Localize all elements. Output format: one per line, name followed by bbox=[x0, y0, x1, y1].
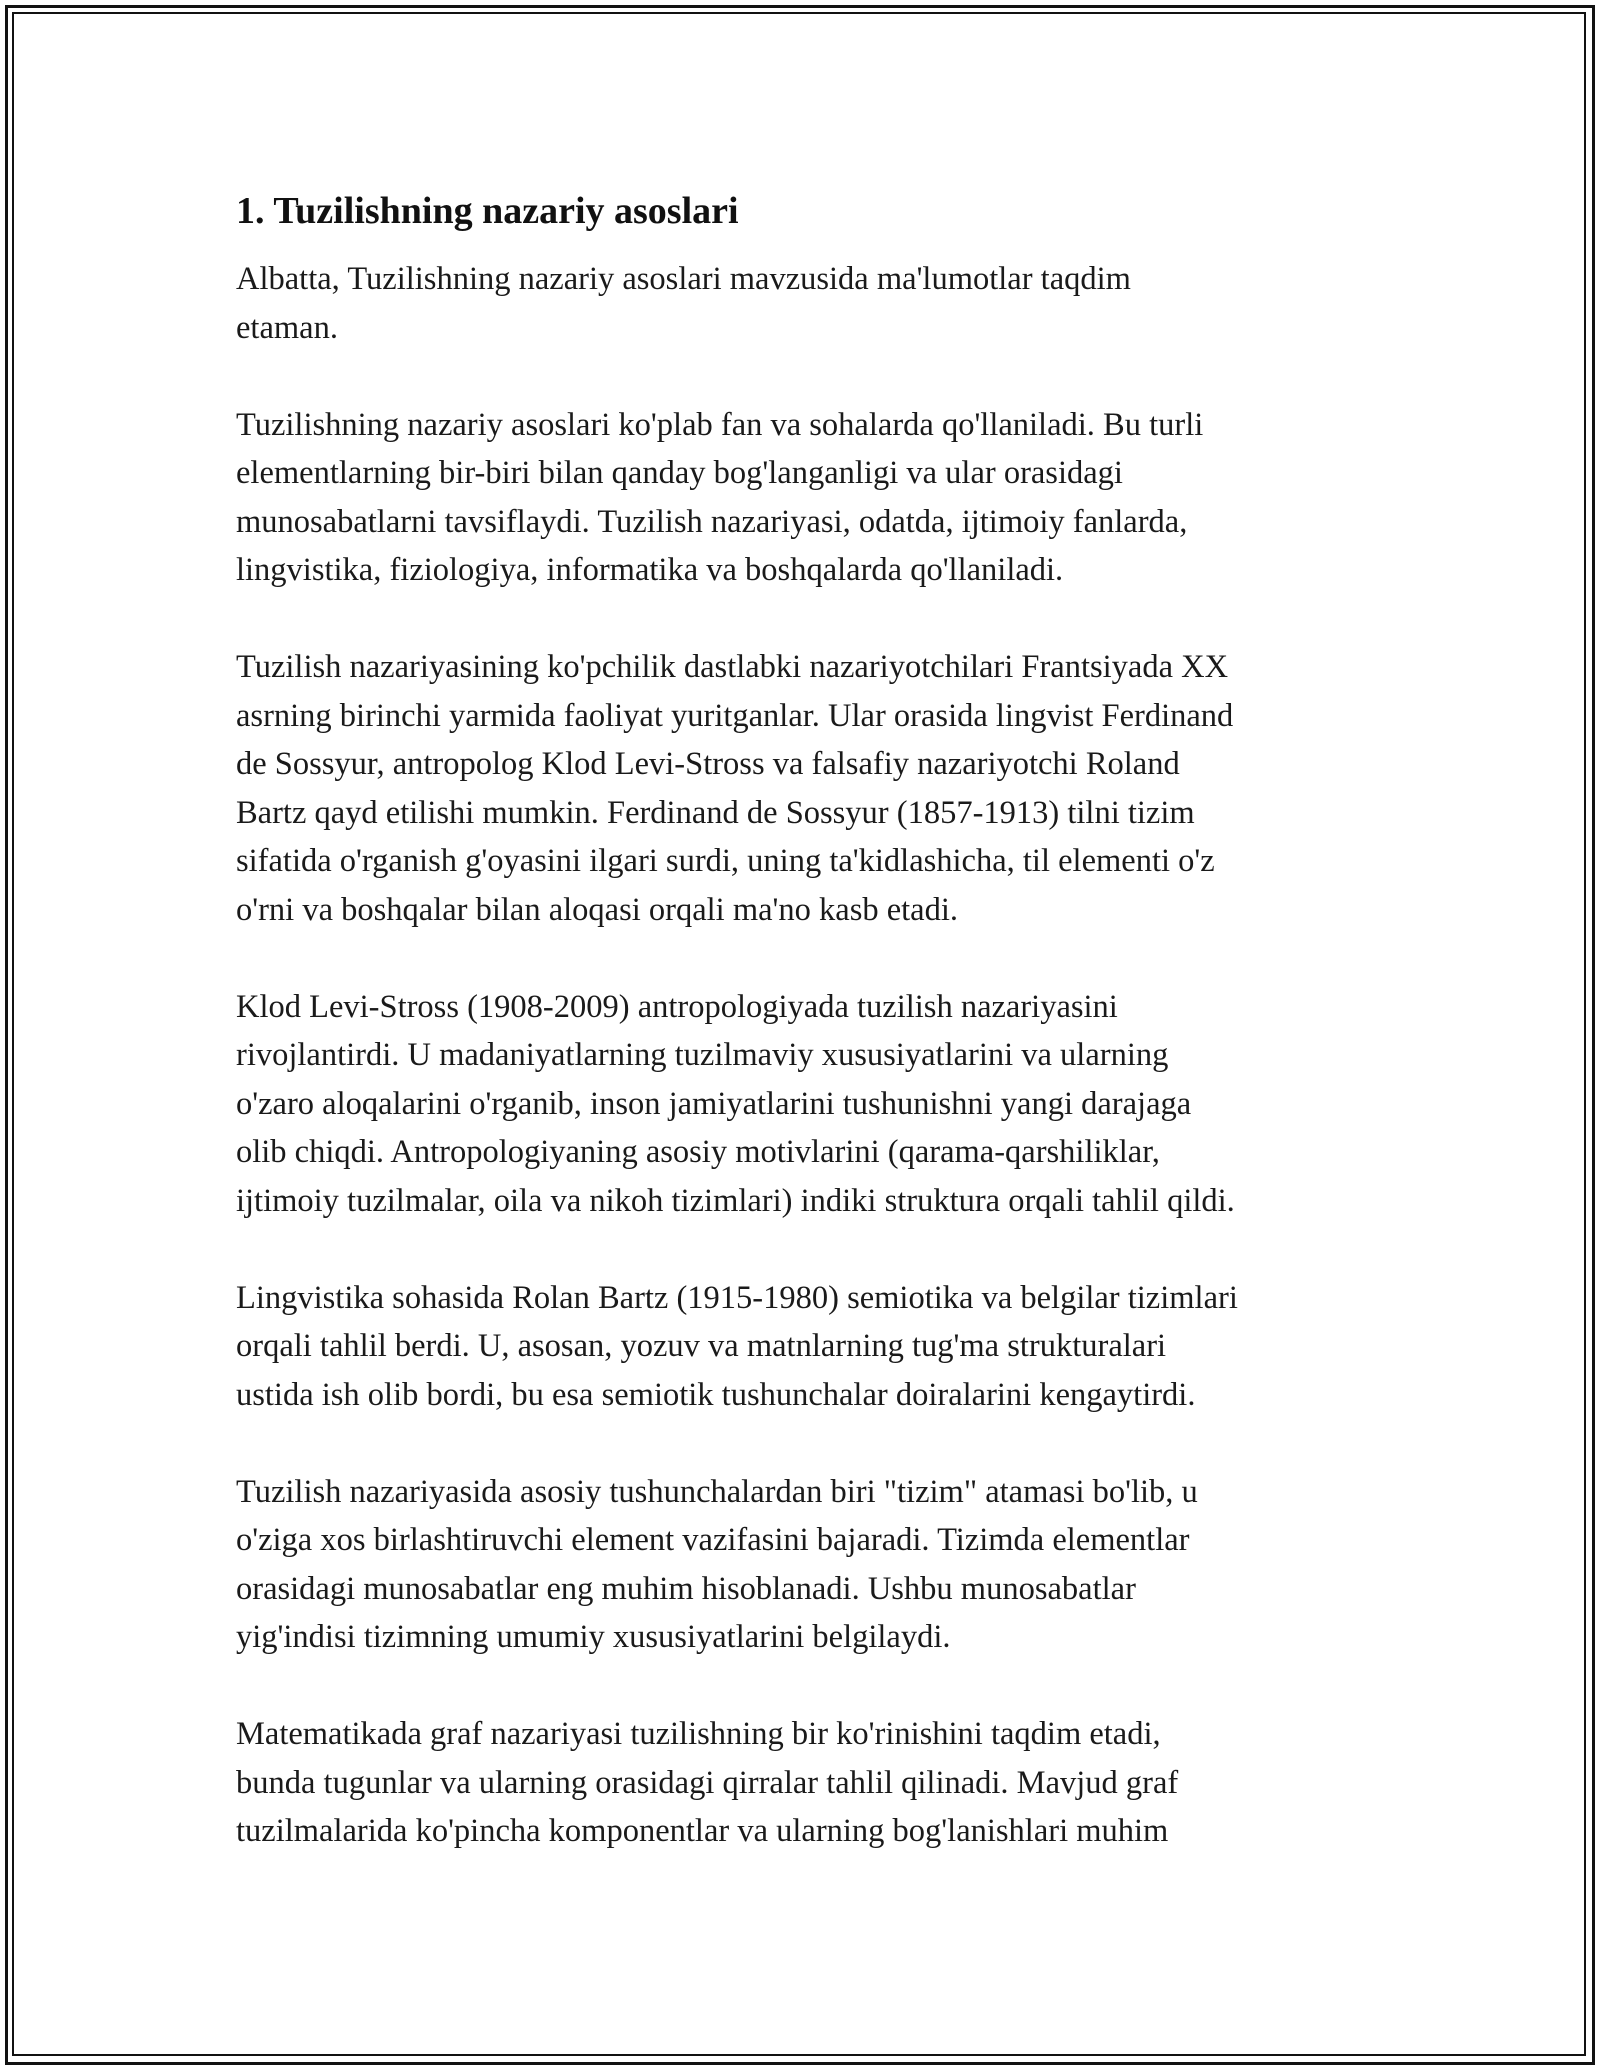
text-line: lingvistika, fiziologiya, informatika va boshqalarda qo'llaniladi. bbox=[236, 552, 1064, 588]
paragraph-intro bbox=[236, 255, 1376, 352]
text-line: Klod Levi-Stross (1908-2009) antropologiyada tuzilish nazariyasini bbox=[236, 988, 1118, 1025]
paragraph-overview bbox=[236, 401, 1376, 595]
text-line: o'zaro aloqalarini o'rganib, inson jamiyatlarini tushunishni yangi darajaga bbox=[236, 1085, 1192, 1122]
text-line: ustida ish olib bordi, bu esa semiotik tushunchalar doiralarini kengaytirdi. bbox=[236, 1376, 1196, 1413]
text-line: etaman. bbox=[236, 309, 338, 346]
text-line: Tuzilish nazariyasining ko'pchilik dastlabki nazariyotchilari Frantsiyada XX bbox=[236, 649, 1229, 685]
text-line: de Sossyur, antropolog Klod Levi-Stross va falsafiy nazariyotchi Roland bbox=[236, 746, 1180, 782]
text-line: Matematikada graf nazariyasi tuzilishning bir ko'rinishini taqdim etadi, bbox=[236, 1716, 1161, 1752]
text-line: o'ziga xos birlashtiruvchi element vazifasini bajaradi. Tizimda elementlar bbox=[236, 1522, 1190, 1558]
text-line: orasidagi munosabatlar eng muhim hisoblanadi. Ushbu munosabatlar bbox=[236, 1570, 1136, 1607]
paragraph-system-concept bbox=[236, 1468, 1376, 1662]
text-line: sifatida o'rganish g'oyasini ilgari surdi, uning ta'kidlashicha, til elementi o'z bbox=[236, 843, 1215, 879]
paragraph-early-theorists bbox=[236, 643, 1376, 934]
text-line: rivojlantirdi. U madaniyatlarning tuzilmaviy xususiyatlarini va ularning bbox=[236, 1037, 1169, 1073]
section-heading: 1. Tuzilishning nazariy asoslari bbox=[236, 190, 739, 232]
document-body bbox=[236, 185, 1376, 1904]
text-line: asrning birinchi yarmida faoliyat yuritganlar. Ular orasida lingvist Ferdinand bbox=[236, 697, 1234, 734]
text-line: Bartz qayd etilishi mumkin. Ferdinand de Sossyur (1857-1913) tilni tizim bbox=[236, 794, 1195, 831]
text-line: Lingvistika sohasida Rolan Bartz (1915-1980) semiotika va belgilar tizimlari bbox=[236, 1279, 1238, 1316]
paragraph-barthes bbox=[236, 1274, 1376, 1420]
text-line: yig'indisi tizimning umumiy xususiyatlarini belgilaydi. bbox=[236, 1619, 951, 1655]
text-line: bunda tugunlar va ularning orasidagi qirralar tahlil qilinadi. Mavjud graf bbox=[236, 1764, 1179, 1801]
text-line: elementlarning bir-biri bilan qanday bog'langanligi va ular orasidagi bbox=[236, 455, 1123, 491]
text-line: Albatta, Tuzilishning nazariy asoslari mavzusida ma'lumotlar taqdim bbox=[236, 261, 1131, 297]
text-line: Tuzilish nazariyasida asosiy tushunchalardan biri "tizim" atamasi bo'lib, u bbox=[236, 1473, 1198, 1510]
text-line: munosabatlarni tavsiflaydi. Tuzilish nazariyasi, odatda, ijtimoiy fanlarda, bbox=[236, 503, 1188, 540]
text-line: olib chiqdi. Antropologiyaning asosiy motivlarini (qarama-qarshiliklar, bbox=[236, 1134, 1160, 1170]
text-line: Tuzilishning nazariy asoslari ko'plab fan va sohalarda qo'llaniladi. Bu turli bbox=[236, 406, 1204, 443]
paragraph-graph-theory bbox=[236, 1710, 1376, 1856]
text-line: o'rni va boshqalar bilan aloqasi orqali ma'no kasb etadi. bbox=[236, 891, 958, 928]
text-line: orqali tahlil berdi. U, asosan, yozuv va matnlarning tug'ma strukturalari bbox=[236, 1328, 1167, 1364]
text-line: tuzilmalarida ko'pincha komponentlar va ularning bog'lanishlari muhim bbox=[236, 1813, 1169, 1849]
text-line: ijtimoiy tuzilmalar, oila va nikoh tizimlari) indiki struktura orqali tahlil qildi. bbox=[236, 1182, 1235, 1219]
paragraph-levi-strauss bbox=[236, 983, 1376, 1226]
